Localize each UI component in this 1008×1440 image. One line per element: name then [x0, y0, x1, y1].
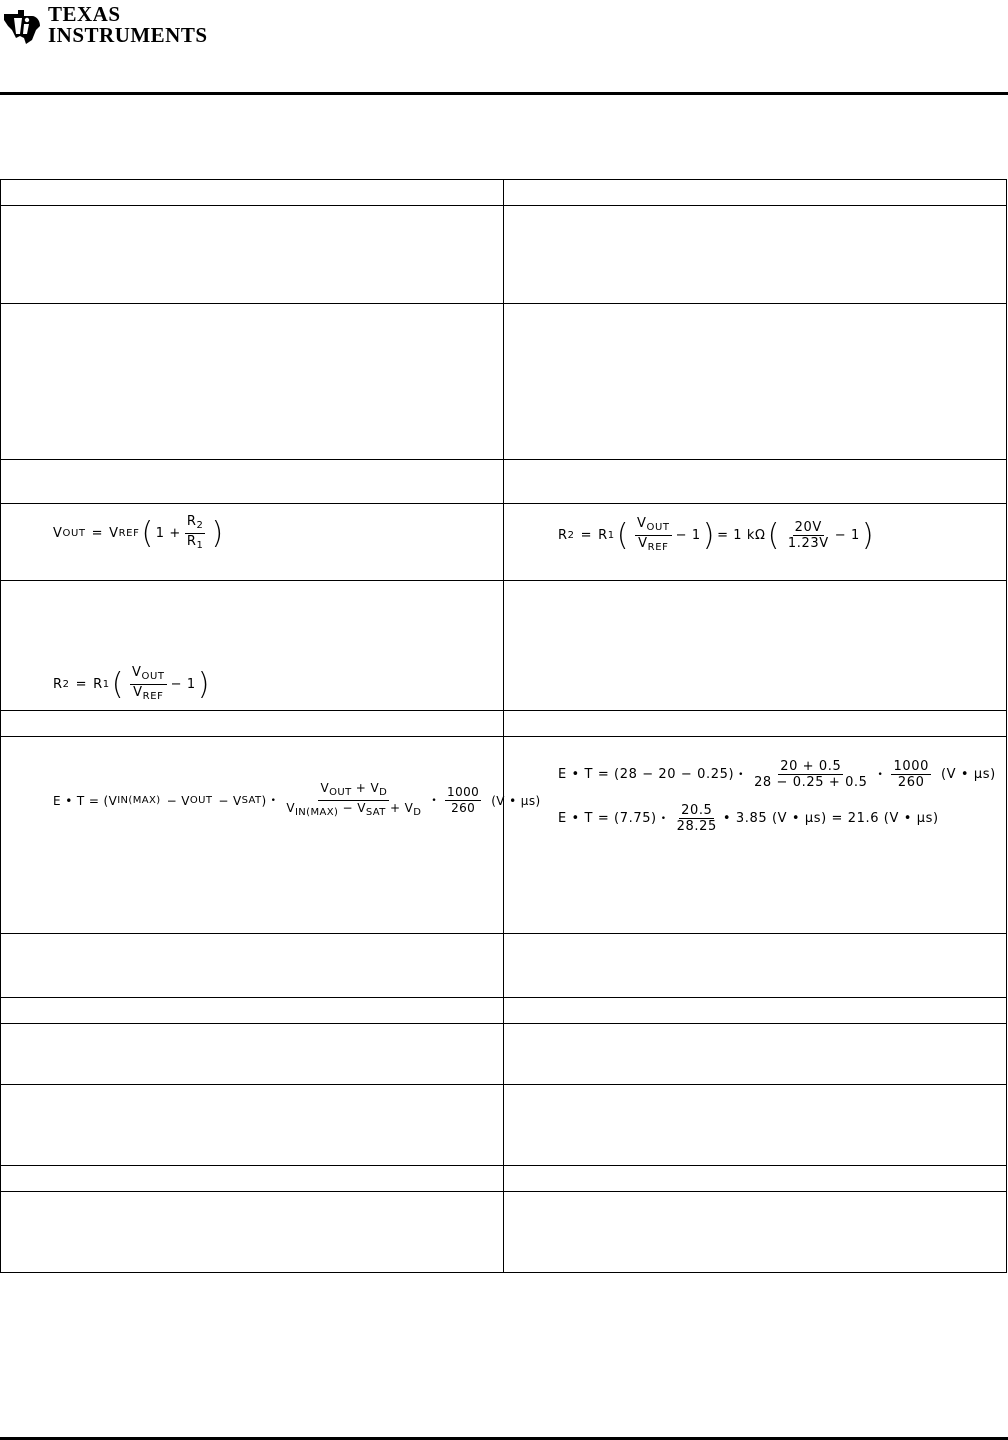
- eq-text: 20V: [794, 520, 822, 535]
- logo-line-1: TEXAS: [48, 2, 121, 26]
- eq-text: 1.23V: [787, 536, 829, 551]
- eq-sub: 1: [196, 540, 204, 551]
- table-row: [1, 1192, 1007, 1273]
- eq-text: R: [93, 677, 103, 692]
- table-cell: [1, 934, 504, 998]
- table-row: [1, 934, 1007, 998]
- table-row: [1, 1024, 1007, 1085]
- fraction: [786, 520, 831, 551]
- table-cell: [504, 581, 1007, 711]
- eq-text: R: [53, 677, 63, 692]
- eq-text: (V • μs): [491, 793, 541, 808]
- eq-text: V: [109, 526, 119, 541]
- table-row: [1, 180, 1007, 206]
- eq-text: • 3.85 (V • μs) = 21.6 (V • μs): [722, 811, 939, 826]
- eq-sub: OUT: [141, 671, 165, 682]
- table-cell: [1, 737, 541, 934]
- eq-text: V: [53, 526, 63, 541]
- table-cell: [504, 1166, 1007, 1192]
- table-cell: [1, 1085, 504, 1166]
- eq-sub: 2: [567, 530, 575, 541]
- eq-text: (V • μs): [940, 767, 996, 782]
- table-cell: [504, 304, 1007, 460]
- eq-text: + V: [389, 801, 414, 815]
- vout-equation: [53, 514, 226, 553]
- eq-text: 28 − 0.25 + 0.5: [754, 775, 868, 790]
- dot-operator: •: [877, 769, 884, 780]
- dot-operator: •: [738, 769, 745, 780]
- eq-text: E • T = (V: [53, 793, 118, 808]
- table-cell: [504, 206, 1007, 304]
- eq-sub: OUT: [62, 528, 86, 539]
- eq-text: − 1: [170, 677, 196, 692]
- dot-operator: •: [431, 795, 438, 806]
- table-cell: [504, 1192, 1007, 1273]
- table-row: [1, 304, 1007, 460]
- eq-sub: REF: [647, 542, 669, 553]
- table-cell: [1, 711, 504, 737]
- eq-sub: SAT: [365, 807, 386, 818]
- eq-text: − 1: [675, 528, 701, 543]
- logo-line-2: INSTRUMENTS: [48, 23, 208, 47]
- eq-sub: OUT: [646, 522, 670, 533]
- eq-sub: 1: [102, 679, 110, 690]
- et-equation: [53, 781, 541, 820]
- table-cell: [1, 180, 504, 206]
- eq-sub: IN(MAX): [294, 807, 339, 818]
- eq-text: + V: [355, 781, 380, 795]
- dot-operator: •: [270, 795, 277, 806]
- table-cell: [504, 460, 1007, 504]
- eq-sub: OUT: [329, 787, 352, 798]
- r2-example-equation: [558, 516, 876, 555]
- table-cell: [1, 460, 504, 504]
- table-cell: [1, 206, 504, 304]
- eq-text: 20 + 0.5: [780, 759, 842, 774]
- paren-open: (: [616, 517, 630, 553]
- eq-text: V: [286, 801, 295, 815]
- eq-text: − V: [342, 801, 366, 815]
- et-example-2: [558, 803, 939, 834]
- table-cell: [504, 737, 1007, 934]
- table-cell: [1, 1024, 504, 1085]
- table-cell: [1, 1192, 504, 1273]
- dot-operator: •: [660, 813, 667, 824]
- ti-logo-icon: [2, 6, 42, 46]
- eq-sub: 1: [607, 530, 615, 541]
- eq-text: =: [580, 528, 593, 543]
- eq-sub: SAT: [241, 795, 262, 806]
- eq-text: R: [598, 528, 608, 543]
- table-cell: [504, 1085, 1007, 1166]
- paren-close: ): [211, 515, 224, 551]
- eq-text: V: [320, 781, 330, 795]
- table-row: [1, 711, 1007, 737]
- table-cell: [1, 304, 504, 460]
- paren-close: ): [861, 517, 875, 553]
- table-cell: [1, 1166, 504, 1192]
- eq-sub: REF: [118, 528, 140, 539]
- eq-text: 1000: [447, 785, 480, 799]
- eq-text: =: [75, 677, 88, 692]
- eq-text: R: [186, 514, 197, 529]
- table-row: [1, 581, 1007, 711]
- fraction: [284, 781, 423, 820]
- eq-text: − V: [166, 793, 190, 808]
- ti-logo: [2, 4, 208, 48]
- table-cell: [504, 711, 1007, 737]
- eq-text: E • T = (7.75): [558, 811, 657, 826]
- eq-text: 1000: [893, 759, 929, 774]
- eq-text: ): [261, 793, 267, 808]
- table-cell: [1, 581, 504, 711]
- eq-sub: OUT: [189, 795, 213, 806]
- paren-close: ): [702, 517, 716, 553]
- table-row: [1, 1085, 1007, 1166]
- eq-sub: REF: [142, 691, 164, 702]
- table-cell: [504, 180, 1007, 206]
- fraction: [891, 759, 930, 790]
- eq-sub: 2: [62, 679, 70, 690]
- eq-text: =: [91, 526, 104, 541]
- fraction: [635, 516, 672, 555]
- table-row: [1, 1166, 1007, 1192]
- eq-sub: D: [413, 807, 422, 818]
- paren-close: ): [197, 666, 211, 702]
- eq-text: R: [186, 534, 197, 549]
- eq-text: V: [133, 685, 143, 700]
- design-table: [0, 179, 1007, 1273]
- header-rule: [0, 92, 1008, 95]
- r2-equation: [53, 665, 212, 704]
- eq-text: V: [638, 536, 648, 551]
- table-row: [1, 737, 1007, 934]
- eq-text: R: [558, 528, 568, 543]
- et-example-1: [558, 759, 996, 790]
- eq-text: E • T = (28 − 20 − 0.25): [558, 767, 735, 782]
- eq-text: 260: [897, 775, 925, 790]
- fraction: [675, 803, 719, 834]
- eq-text: 20.5: [681, 803, 713, 818]
- table-cell: [504, 998, 1007, 1024]
- fraction: [445, 785, 481, 816]
- fraction: [185, 514, 206, 553]
- table-cell: [504, 1024, 1007, 1085]
- eq-text: 260: [451, 801, 476, 815]
- table-row: [1, 460, 1007, 504]
- fraction: [130, 665, 167, 704]
- eq-text: 28.25: [676, 819, 717, 834]
- eq-text: 1 +: [155, 526, 181, 541]
- eq-sub: IN(MAX): [117, 795, 161, 806]
- eq-text: V: [637, 516, 647, 531]
- table-row: [1, 206, 1007, 304]
- table-row: [1, 504, 1007, 581]
- eq-text: = 1 kΩ: [717, 528, 766, 543]
- eq-sub: 2: [196, 520, 204, 531]
- paren-open: (: [111, 666, 125, 702]
- fraction: [752, 759, 869, 790]
- table-cell: [1, 998, 504, 1024]
- eq-text: V: [132, 665, 142, 680]
- eq-text: − 1: [834, 528, 860, 543]
- table-cell: [504, 504, 1007, 581]
- paren-open: (: [141, 515, 154, 551]
- table-cell: [504, 934, 1007, 998]
- table-row: [1, 998, 1007, 1024]
- table-cell: [1, 504, 504, 581]
- eq-text: − V: [218, 793, 242, 808]
- paren-open: (: [767, 517, 780, 553]
- eq-sub: D: [379, 787, 388, 798]
